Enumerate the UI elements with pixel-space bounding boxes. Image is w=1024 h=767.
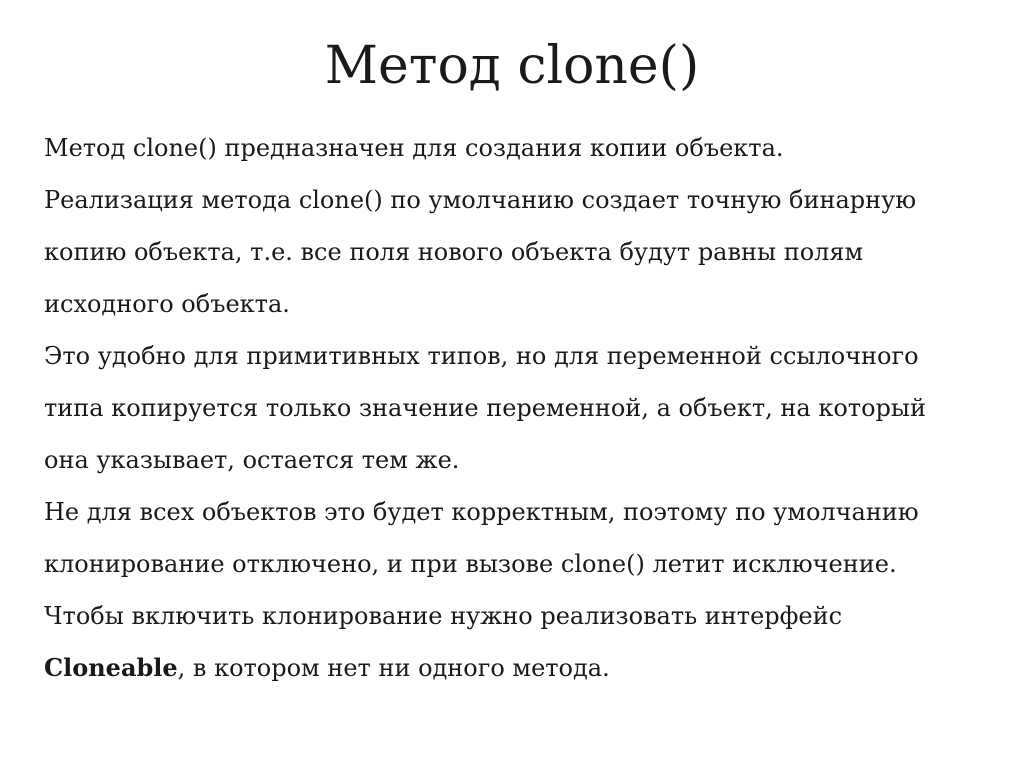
body-line-11-rest: , в котором нет ни одного метода. — [177, 654, 610, 682]
body-line-1: Метод clone() предназначен для создания копии объекта. — [44, 134, 784, 162]
body-line-10: Чтобы включить клонирование нужно реализовать интерфейс — [44, 602, 843, 630]
body-line-7: она указывает, остается тем же. — [44, 446, 460, 474]
body-line-8: Не для всех объектов это будет корректным, поэтому по умолчанию — [44, 498, 919, 526]
slide-body — [44, 122, 994, 694]
body-line-6: типа копируется только значение переменной, а объект, на который — [44, 394, 926, 422]
body-line-3: копию объекта, т.е. все поля нового объекта будут равны полям — [44, 238, 864, 266]
body-line-5: Это удобно для примитивных типов, но для переменной ссылочного — [44, 342, 919, 370]
body-line-9: клонирование отключено, и при вызове clone() летит исключение. — [44, 550, 897, 578]
body-line-2: Реализация метода clone() по умолчанию создает точную бинарную — [44, 186, 917, 214]
slide-title: Метод clone() — [324, 36, 700, 96]
body-line-11 — [44, 642, 994, 694]
cloneable-keyword: Cloneable — [44, 653, 178, 682]
body-line-4: исходного объекта. — [44, 290, 290, 318]
